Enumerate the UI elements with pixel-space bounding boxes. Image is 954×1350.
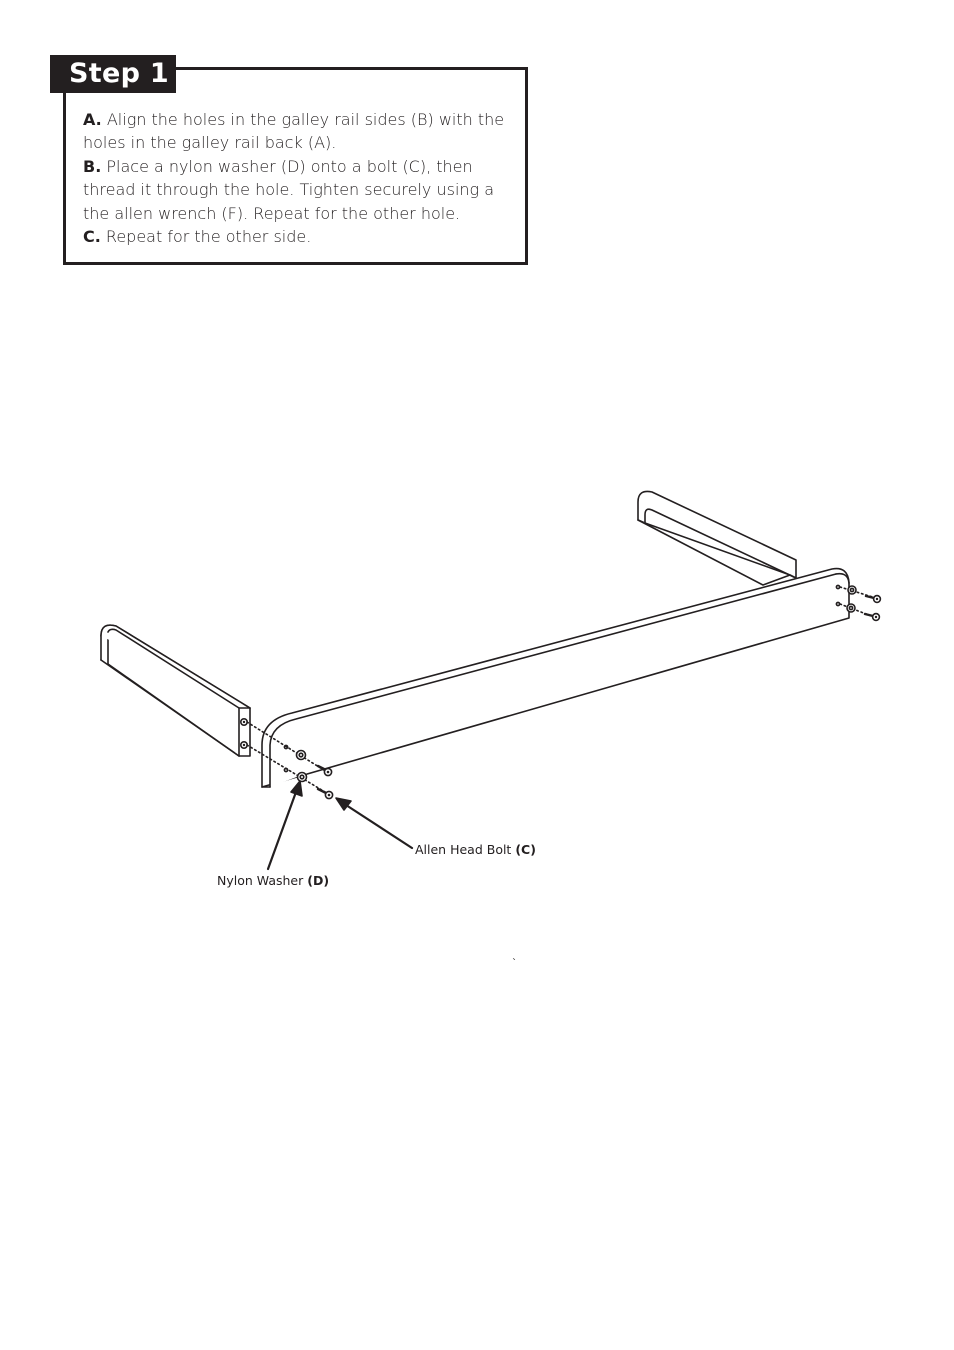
back-hole-right-top	[836, 585, 839, 588]
instruction-b-text: Place a nylon washer (D) onto a bolt (C), then thread it through the hole. Tighten securely using a the allen wrench (F). Repeat for the other hole.	[83, 156, 495, 223]
washer-callout-code: (D)	[307, 873, 330, 888]
left-rail-side	[101, 625, 250, 756]
bolt-callout-text: Allen Head Bolt	[415, 842, 516, 857]
instruction-a-text: Align the holes in the galley rail sides (B) with the holes in the galley rail back (A).	[83, 110, 505, 153]
instruction-a-letter: A.	[83, 110, 102, 129]
rail-back	[262, 569, 849, 787]
back-hole-right-bottom	[836, 602, 839, 605]
washer-callout-arrow	[268, 781, 302, 869]
washer-callout-text: Nylon Washer	[217, 873, 308, 888]
stray-mark: `	[512, 958, 517, 969]
bolt-callout-label	[415, 842, 536, 857]
instruction-c-text: Repeat for the other side.	[100, 227, 312, 247]
bolt-callout-code: (C)	[515, 842, 536, 857]
instruction-c-letter: C.	[83, 227, 101, 247]
right-fasteners	[847, 586, 880, 620]
right-rail-side	[638, 491, 796, 585]
washer-callout-label	[217, 873, 329, 888]
instruction-b-letter: B.	[83, 156, 102, 176]
step-title: Step 1	[50, 55, 176, 93]
bolt-callout-arrow	[336, 798, 412, 848]
